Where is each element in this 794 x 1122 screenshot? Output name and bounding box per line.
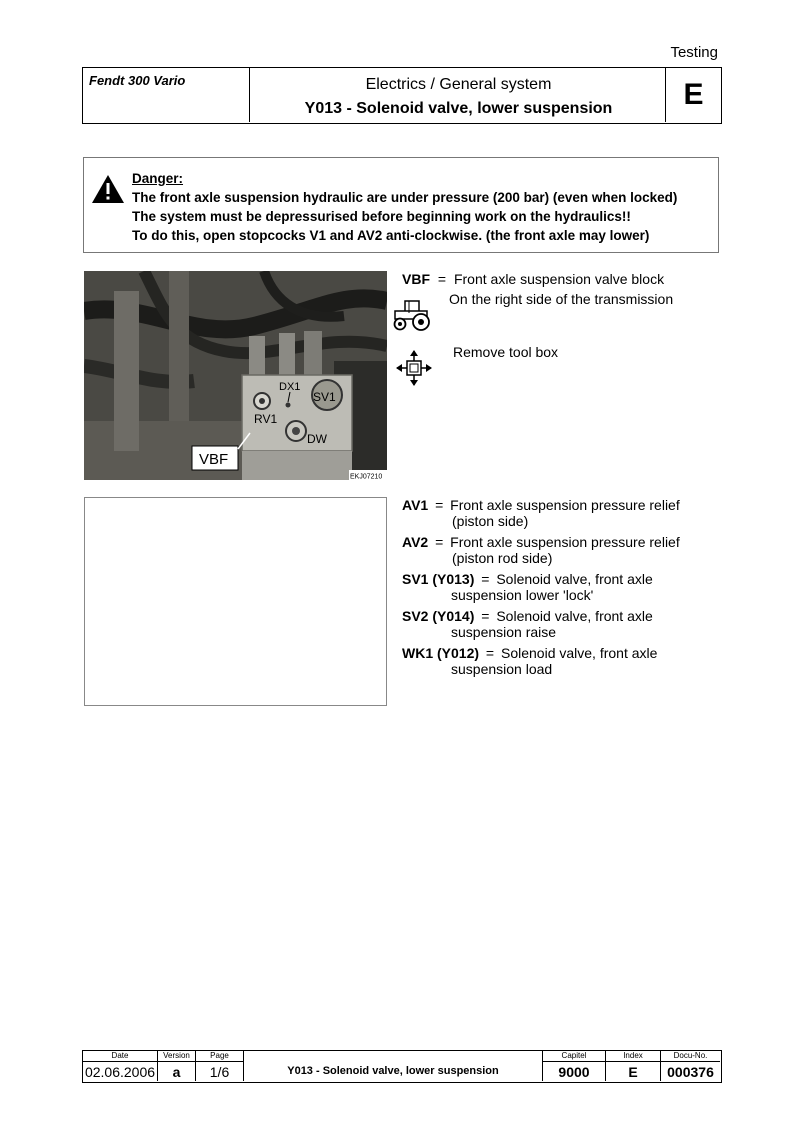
legend-equals: = [481,571,490,587]
photo-label: SV1 [313,390,336,404]
category-title: Electrics / General system [365,76,552,93]
warning-triangle-icon [91,174,125,204]
legend-item [402,645,657,677]
legend-term: AV2 [402,534,429,550]
photo-label: DW [307,432,327,446]
legend-equals: = [485,645,495,661]
document-footer [82,1050,722,1083]
footer-caption: Index [606,1051,660,1062]
footer-page [196,1051,244,1081]
page-title: Y013 - Solenoid valve, lower suspension [304,100,613,117]
legend-desc: Front axle suspension pressure relief [450,534,680,550]
legend-term: VBF [402,271,430,287]
legend-desc: Solenoid valve, front axle [496,608,653,624]
photo-label: VBF [199,451,229,468]
chapter-letter: E [665,68,721,122]
legend-item [402,571,653,603]
footer-value: 9000 [558,1064,590,1080]
footer-caption: Capitel [543,1051,605,1062]
footer-caption: Page [196,1051,243,1062]
valve-block-photo [84,271,387,480]
footer-date [83,1051,158,1081]
footer-caption: Docu-No. [661,1051,720,1062]
legend-item [402,608,653,640]
footer-value: E [628,1064,638,1080]
legend-term: SV1 (Y013) [402,571,475,587]
action-text: Remove tool box [453,344,559,360]
footer-version [158,1051,196,1081]
photo-label: RV1 [254,412,278,426]
footer-docu-no [661,1051,720,1081]
legend-desc: Solenoid valve, front axle [496,571,653,587]
legend-term: SV2 (Y014) [402,608,475,624]
footer-value: 1/6 [209,1064,230,1080]
remove-move-icon [395,349,433,387]
legend-desc-cont: (piston side) [452,513,529,529]
footer-caption: Date [83,1051,157,1062]
legend-desc: Solenoid valve, front axle [501,645,658,661]
legend-item [402,534,680,566]
document-header [82,67,722,124]
danger-line: The front axle suspension hydraulic are under pressure (200 bar) (even when locked) [132,190,678,205]
footer-title: Y013 - Solenoid valve, lower suspension [244,1051,543,1081]
footer-value: 000376 [667,1064,714,1080]
legend-desc-cont: suspension lower 'lock' [451,587,594,603]
danger-line: To do this, open stopcocks V1 and AV2 anti-clockwise. (the front axle may lower) [132,228,650,243]
footer-index [606,1051,661,1081]
danger-heading: Danger: [132,171,184,186]
legend-equals: = [435,497,444,513]
section-label: Testing [670,44,718,61]
footer-capitel [543,1051,606,1081]
photo-label: DX1 [279,381,301,393]
legend-equals: = [435,534,444,550]
footer-caption: Version [158,1051,195,1062]
header-title-block [250,68,667,122]
legend-term: WK1 (Y012) [402,645,480,661]
tractor-icon [391,297,433,331]
legend-desc: Front axle suspension pressure relief [450,497,680,513]
footer-value: a [172,1064,181,1080]
photo-code: EKJ07210 [350,473,383,480]
legend-vbf [402,271,664,287]
location-text: On the right side of the transmission [449,291,674,307]
legend-item [402,497,680,529]
danger-line: The system must be depressurised before beginning work on the hydraulics!! [132,209,631,224]
legend-equals: = [481,608,490,624]
legend-desc-cont: suspension raise [451,624,557,640]
legend-desc-cont: (piston rod side) [452,550,553,566]
legend-term: AV1 [402,497,429,513]
danger-notice [83,157,719,253]
danger-text [132,169,677,245]
footer-value: 02.06.2006 [84,1064,156,1080]
model-name: Fendt 300 Vario [83,68,250,122]
legend-desc: Front axle suspension valve block [453,271,665,287]
legend-desc-cont: suspension load [451,661,553,677]
legend-equals: = [437,271,447,287]
image-placeholder [84,497,387,706]
